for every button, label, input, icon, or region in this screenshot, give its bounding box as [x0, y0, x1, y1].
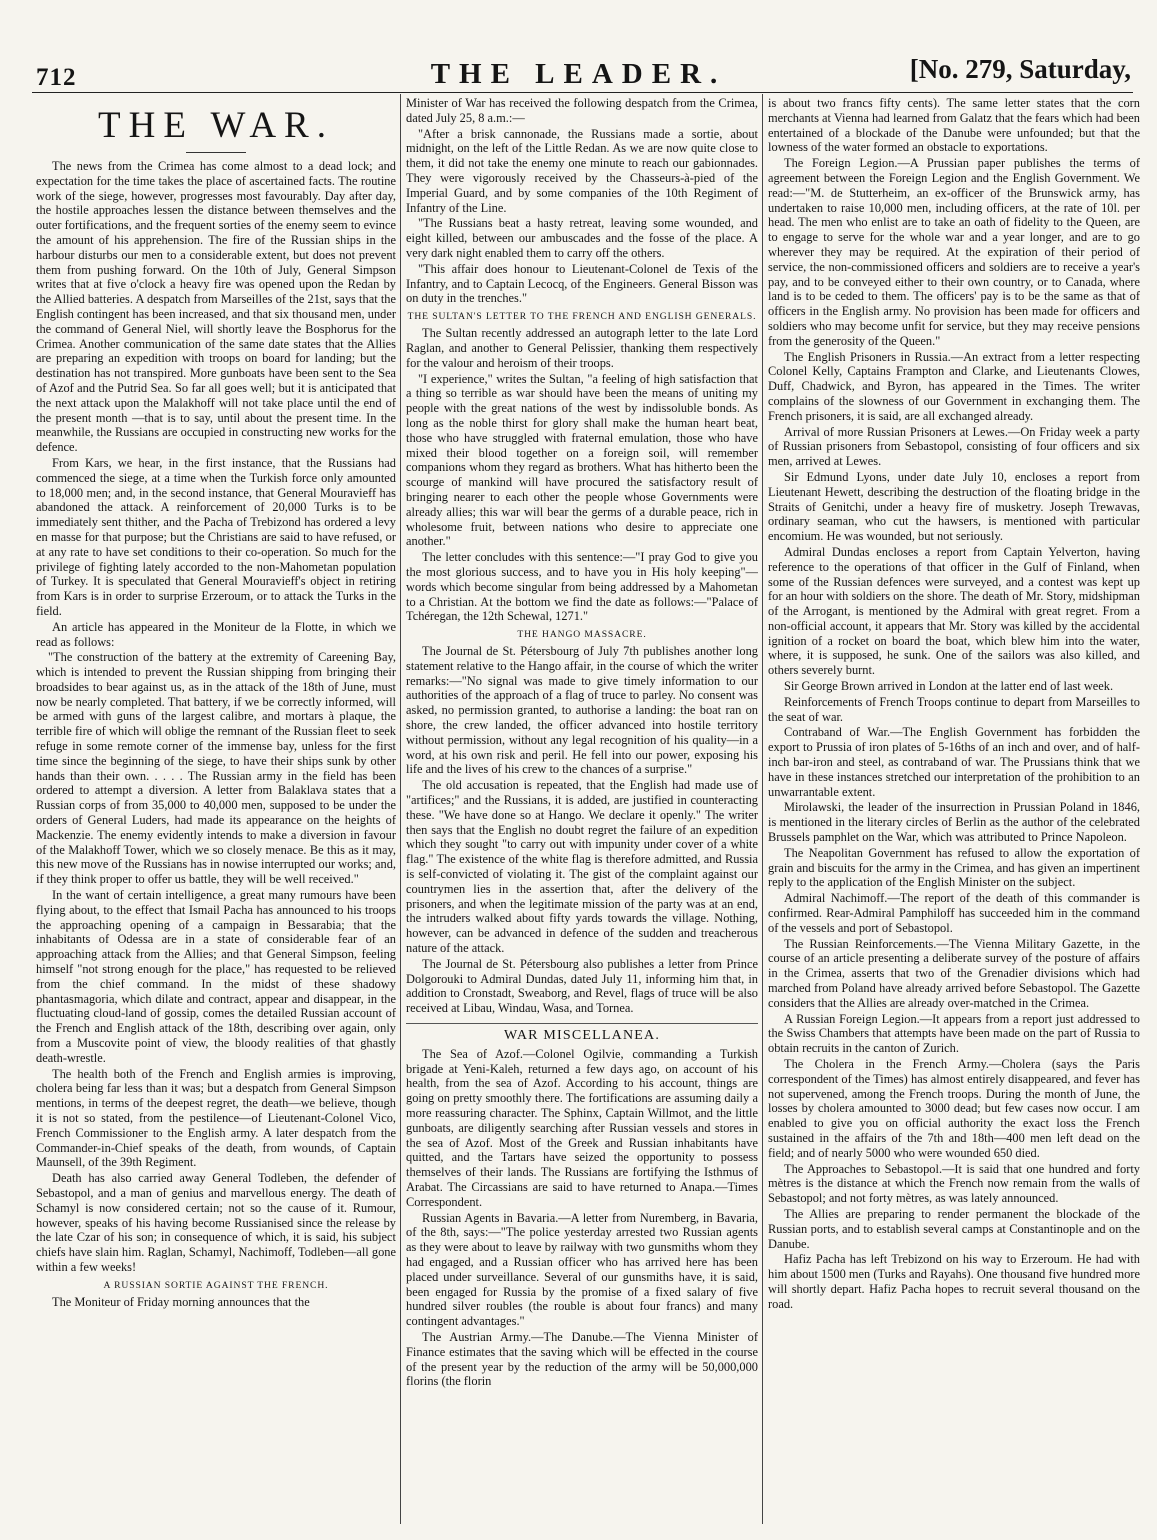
article-paragraph: The Moniteur of Friday morning announces that the — [52, 1294, 310, 1309]
article-paragraph: The Russian Reinforcements.—The Vienna Military Gazette, in the course of an article presenting a deliberate survey of the posture of affairs in the Crimea, asserts that two of the Grenadier divisions which had marched from Poland have already arrived before Sebastopol. The Gazette considers that the Allies are already over-matched in the Crimea. — [768, 936, 1140, 1010]
article-paragraph: The English Prisoners in Russia.—An extract from a letter respecting Colonel Kelly, Captains Frampton and Clarke, and Lieutenants Clowes, Duff, Chadwick, and Byron, has appeared in the Times. The writer complains of the slowness of our Government in exchanging them. The French prisoners, it is said, are all exchanged already. — [768, 349, 1140, 423]
headline-rule — [186, 152, 246, 153]
article-paragraph: Death has also carried away General Todleben, the defender of Sebastopol, and a man of genius and marvellous energy. The death of Schamyl is now considered certain; not so the cause of it. Rumour, however, speaks of his having become Russianised since the release by the late Czar of his son; in consequence of which, it is said, his subject chiefs have slain him. Raglan, Schamyl, Nachimoff, Todleben—all gone within a few weeks! — [36, 1171, 396, 1274]
article-paragraph: "I experience," writes the Sultan, "a feeling of high satisfaction that a thing so terrible as war should have been the means of uniting my people with the great nations of the west by indissoluble bonds. As long as the noble thirst for glory shall make the human heart beat, those who have struggled with fraternal emulation, those who have mixed their blood together on a foreign soil, will remember companions whom they regard as brothers. What has hitherto been the scourge of mankind will have procured the satisfactory result of bringing nearer to each other the people whose Governments were already allies; this war will bear the germs of a durable peace, rich in wholesome fruit, between nations who desire to appreciate one another." — [406, 371, 758, 549]
article-paragraph: An article has appeared in the Moniteur de la Flotte, in which we read as follows: — [36, 619, 396, 649]
column-rule-1 — [400, 94, 401, 1524]
column-1 — [36, 96, 396, 1526]
article-paragraph: "The Russians beat a hasty retreat, leaving some wounded, and eight killed, between our ambuscades and the fosse of the place. A very dark night enabled them to carry off the others. — [406, 216, 758, 260]
column-2 — [406, 96, 758, 1526]
article-paragraph: In the want of certain intelligence, a great many rumours have been flying about, to the effect that Ismail Pacha has announced to his troops the approaching opening of a campaign in Bessarabia; that the inhabitants of Odessa are in a state of considerable fear of an approaching attack from the Allies; and that General Simpson, feeling himself "not strong enough for the place," has requested to be relieved from the chief command. In the midst of these shadowy phantasmagoria, which dilate and contract, appear and disappear, in the fluctuating cloud-land of gossip, comes the detailed Russian account of the French and English attack of the 18th, describing over again, only from a Muscovite point of view, the bloody realities of that ghastly death-wrestle. — [36, 888, 396, 1065]
article-paragraph: A Russian Foreign Legion.—It appears from a report just addressed to the Swiss Chambers that attempts have been made on the part of Russia to obtain recruits in the canton of Zurich. — [768, 1011, 1140, 1056]
subheading-sultans-letter: THE SULTAN'S LETTER TO THE FRENCH AND ENGLISH GENERALS. — [407, 311, 757, 323]
article-paragraph: The Austrian Army.—The Danube.—The Vienna Minister of Finance estimates that the saving which will be effected in the course of the present year by the reduction of the army will be 50,000,000 florins (the florin — [406, 1329, 758, 1389]
article-paragraph: is about two francs fifty cents). The same letter states that the corn merchants at Vienna had learned from Galatz that the fears which had been entertained of a blockade of the Danube were unfounded; but that the lowness of the water formed an obstacle to exportations. — [768, 96, 1140, 155]
article-paragraph: The letter concludes with this sentence:—"I pray God to give you the most glorious success, and to have you in His holy keeping"—words which become singular from being addressed by a Mahometan to a Christian. At the bottom we find the date as follows:—"Palace of Tchéregan, the 12th Schewal, 1271." — [406, 550, 758, 624]
article-paragraph: "This affair does honour to Lieutenant-Colonel de Texis of the Infantry, and to Captain Lecocq, of the Engineers. General Bisson was on duty in the trenches." — [406, 261, 758, 306]
article-paragraph: The Journal de St. Pétersbourg also publishes a letter from Prince Dolgorouki to Admiral Dundas, dated July 11, informing him that, in addition to Cronstadt, Sweaborg, and Revel, flags of truce will be also received at Libau, Windau, Wasa, and Tornea. — [406, 956, 758, 1016]
article-paragraph: Arrival of more Russian Prisoners at Lewes.—On Friday week a party of Russian prisoners from Sebastopol, consisting of four officers and six men, arrived at Lewes. — [768, 424, 1140, 469]
article-paragraph: Russian Agents in Bavaria.—A letter from Nuremberg, in Bavaria, of the 8th, says:—"The police yesterday arrested two Russian agents as they were about to leave by railway with two gunsmiths whom they had engaged, and a Russian officer who has arrived here has been placed under surveillance. Several of our gunsmiths have, it is said, been engaged for Russia by the promise of a fixed salary of five hundred silver roubles (the rouble is about four francs) and many contingent advantages." — [406, 1210, 758, 1329]
masthead — [0, 48, 1157, 91]
article-paragraph: The health both of the French and English armies is improving, cholera being far less than it was; but a despatch from General Simpson mentions, in terms of the deepest regret, the death—we believe, though it is not so stated, from the pestilence—of Lieutenant-Colonel Vico, French Commissioner to the English army. A later despatch from the Commander-in-Chief speaks of the death, from wounds, of Captain Maunsell, of the 39th Regiment. — [36, 1066, 396, 1170]
article-paragraph: The Sea of Azof.—Colonel Ogilvie, commanding a Turkish brigade at Yeni-Kaleh, returned a few days ago, on account of his health, from the sea of Azof. According to his account, things are going on pretty smoothly there. The fortifications are assuming daily a more reassuring character. The Sphinx, Captain Willmot, and the little gunboats, are diligently searching after Russian vessels and stores in the sea of Azof. Most of the Greek and Russian inhabitants have quitted, and the Tartars have seized the opportunity to possess themselves of their lands. The Russians are fortifying the Isthmus of Arabat. The Circassians are said to have returned to Anapa.—Times Correspondent. — [406, 1046, 758, 1209]
article-paragraph: The Cholera in the French Army.—Cholera (says the Paris correspondent of the Times) has almost entirely disappeared, and fever has not supervened, among the French troops. During the month of June, the losses by cholera amounted to 3000 dead; but few cases now occur. I am enabled to give you on official authority the exact loss the French sustained in the affairs of the 7th and 18th—400 men left dead on the field; and of nearly 5000 who were wounded 650 died. — [768, 1057, 1140, 1160]
newspaper-title: THE LEADER. — [430, 58, 727, 90]
article-paragraph: Sir Edmund Lyons, under date July 10, encloses a report from Lieutenant Hewett, describing the destruction of the floating bridge in the Straits of Genitchi, under a heavy fire of musketry. Joseph Trewavas, ordinary seaman, who cut the hawsers, is mentioned with particular encomium. He was wounded, but not seriously. — [768, 469, 1140, 544]
article-paragraph: Mirolawski, the leader of the insurrection in Prussian Poland in 1846, is mentioned in the literary circles of Berlin as the author of the celebrated Brussels pamphlet on the War, which was attributed to Prince Napoleon. — [768, 800, 1140, 845]
column-rule-2 — [762, 94, 763, 1524]
article-paragraph: Contraband of War.—The English Government has forbidden the export to Prussia of iron plates of 5-16ths of an inch and over, and of half-inch bar-iron and steel, as contraband of war. The Prussians think that we have in these instances stretched our interpretation of the prohibition to an unwarrantable extent. — [768, 725, 1140, 799]
subheading-hango-massacre: THE HANGO MASSACRE. — [517, 629, 647, 641]
article-paragraph: The Journal de St. Pétersbourg of July 7th publishes another long statement relative to the Hango affair, in the course of which the writer remarks:—"No signal was made to give timely information to our authorities of the approach of a flag of truce to parley. No consent was asked, no permission granted, to authorise a landing: the boat ran on shore, the crew landed, the officer advanced into hostile territory without permission, without any legal recognition of his quality—in a word, at his own risk and peril. He fell into our power, exposing his life and the lives of his crew to the chances of a surprise." — [406, 644, 758, 777]
headline-the-war: THE WAR. — [98, 105, 334, 146]
article-paragraph: The Approaches to Sebastopol.—It is said that one hundred and forty mètres is the distance at which the French now remain from the walls of Sebastopol; and not forty mètres, as was lately announced. — [768, 1161, 1140, 1206]
article-paragraph: Hafiz Pacha has left Trebizond on his way to Erzeroum. He had with him about 1500 men (Turks and Rayahs). One thousand five hundred more will shortly depart. Hafiz Pacha hopes to recruit several thousand on the road. — [768, 1252, 1140, 1311]
article-paragraph: The news from the Crimea has come almost to a dead lock; and expectation for the time takes the place of ascertained facts. The routine work of the siege, however, progresses most favourably. Day after day, the hostile approaches lessen the distance between themselves and the outer fortifications, and the frequent sorties of the enemy seem to evince the amount of his apprehension. The fire of the Russian ships in the harbour disturbs our men to a considerable extent, but does not prevent them from pushing forward. On the 10th of July, General Simpson writes that at five o'clock a heavy fire was opened upon the Redan by the Allied batteries. A despatch from Marseilles of the 21st, says that the English contingent has been increased, and that six thousand men, under the command of General Niel, will shortly leave the Bosphorus for the Crimea. Another communication of the same date states that the Allies are preparing an expedition with troops on board for landing; but the destination has not transpired. More gunboats have been sent to the Sea of Azof and the Putrid Sea. So far all goes well; but it is anticipated that the next attack upon the Malakhoff will not take place until the end of the present month —that is to say, until about the present time. In the meanwhile, the Russians are occupied in constructing new works for the defence. — [36, 159, 396, 455]
article-paragraph: "The construction of the battery at the extremity of Careening Bay, which is intended to prevent the Russian shipping from bringing their broadsides to bear against us, as in the attack of the 18th of June, must now be nearly completed. That battery, if we be correctly informed, will be armed with guns of the largest calibre, and mortars à plaque, the terrible fire of which will oblige the remnant of the Russian fleet to seek refuge in some remote corner of the immense bay, unless for the first time since the beginning of the siege, to have their ships sunk by other hands than their own. . . . . The Russian army in the field has been ordered to attempt a diversion. A letter from Balaklava states that a Russian corps of from 35,000 to 40,000 men, supposed to be under the orders of General Luders, had made its appearance on the heights of Mackenzie. The enemy evidently intends to make a diversion in favour of the Malakhoff Tower, which we so closely menace. Be this as it may, this new move of the Russians has in nowise interrupted our works; and, if they think proper to offer us battle, they will be well received." — [36, 650, 396, 887]
article-paragraph: Admiral Dundas encloses a report from Captain Yelverton, having reference to the operations of that officer in the Gulf of Finland, when some of the Russian defences were surveyed, and a contest was kept up for an hour with soldiers on the shore. The death of Mr. Story, midshipman of the Arrogant, is mentioned by the Admiral with great regret. From a non-official account, it appears that Mr. Story was killed by the accidental ignition of a rocket on board the boat, which blew him into the water, where, it is supposed, he sunk. One of the sailors was also killed, and others severely burnt. — [768, 544, 1140, 678]
issue-number: [No. 279, Saturday, — [909, 54, 1131, 84]
subheading-russian-sortie: A RUSSIAN SORTIE AGAINST THE FRENCH. — [103, 1279, 329, 1291]
article-paragraph: From Kars, we hear, in the first instance, that the Russians had commenced the siege, at a time when the Turkish force only amounted to 18,000 men; and, in the second instance, that General Mouravieff has abandoned the attack. A reinforcement of 20,000 Turks is to be immediately sent thither, and the Pacha of Trebizond has ordered a levy en masse for that purpose; but the Christians are said to have refused, or at any rate to have set conditions to their co-operation. So much for the privilege of fighting lately accorded to the non-Mahometan population of Turkey. It is speculated that General Mouravieff's object in retiring from Kars is in order to surprise Erzeroum, or to attack the Turks in the field. — [36, 455, 396, 618]
article-paragraph: Minister of War has received the following despatch from the Crimea, dated July 25, 8 a.m.:— — [406, 96, 758, 125]
column-3 — [768, 96, 1140, 1526]
header-rule — [32, 92, 1133, 93]
article-paragraph: The Foreign Legion.—A Prussian paper publishes the terms of agreement between the Foreign Legion and the English Government. We read:—"M. de Stutterheim, an ex-officer of the Brunswick army, has undertaken to raise 10,000 men, including officers, at the rate of 10l. per head. The men who enlist are to take an oath of fidelity to the Queen, are to engage to serve for the whole war and a year longer, and are to go wherever they may be required. At the expiration of their period of service, the non-commissioned officers and soldiers are to receive a year's pay, and to be conveyed either to their own country, or to Canada, where land is to be ceded to them. The officers' pay is to be the same as that of officers in the English army. No provision has been made for officers and soldiers who may become unfit for service, but they may receive pensions from the generosity of the Queen." — [768, 156, 1140, 348]
article-paragraph: The Allies are preparing to render permanent the blockade of the Russian ports, and to establish several camps at Constantinople and on the Danube. — [768, 1206, 1140, 1251]
article-paragraph: Reinforcements of French Troops continue to depart from Marseilles to the seat of war. — [768, 694, 1140, 724]
article-paragraph: The Neapolitan Government has refused to allow the exportation of grain and biscuits for the army in the Crimea, and has given an impertinent reply to the application of the English Minister on the subject. — [768, 845, 1140, 890]
article-paragraph: "After a brisk cannonade, the Russians made a sortie, about midnight, on the left of the Little Redan. As we are now quite close to them, it did not take the enemy one minute to reach our gabionnades. They were vigorously received by the Chasseurs-à-pied of the Imperial Guard, and by some companies of the 10th Regiment of Infantry of the Line. — [406, 126, 758, 215]
article-paragraph: The Sultan recently addressed an autograph letter to the late Lord Raglan, and another to General Pelissier, thanking them respectively for the valour and heroism of their troops. — [406, 326, 758, 370]
article-paragraph: Admiral Nachimoff.—The report of the death of this commander is confirmed. Rear-Admiral Pamphiloff has succeeded him in the command of the vessels and port of Sebastopol. — [768, 891, 1140, 935]
section-heading-war-miscellanea: WAR MISCELLANEA. — [406, 1023, 758, 1044]
page-number: 712 — [36, 64, 77, 91]
article-paragraph: The old accusation is repeated, that the English had made use of "artifices;" and the Russians, it is added, are justified in counteracting these. "We have done so at Hango. We declare it openly." The writer then says that the English no doubt regret the failure of an expedition which they sought "to carry out with impunity under cover of a white flag." The existence of the white flag is therefore admitted, and Russia is self-convicted of violating it. The gist of the complaint against our countrymen lies in the assertion that, after the delivery of the prisoners, and when the legitimate mission of the party was at an end, the intruders walked about fifty yards towards the village. Nothing, however, can be advanced in defence of the sudden and treacherous nature of the attack. — [406, 778, 758, 956]
article-paragraph: Sir George Brown arrived in London at the latter end of last week. — [784, 679, 1114, 694]
